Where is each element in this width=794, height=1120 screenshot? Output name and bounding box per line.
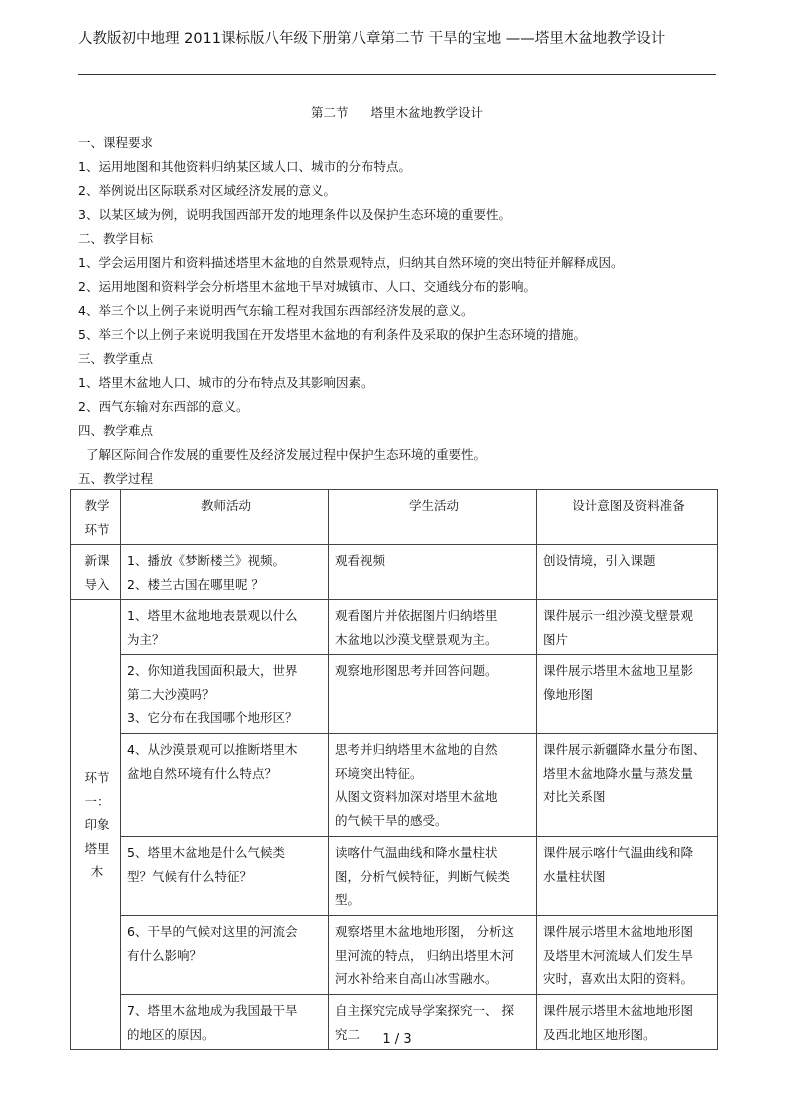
table-row [71,600,718,655]
stage-line: 新课 [84,553,110,568]
difficulty-item: 了解区际间合作发展的重要性及经济发展过程中保护生态环境的重要性。 [86,447,487,462]
cell-line: 课件展示塔里木盆地地形图 [543,1003,694,1018]
goal-item: 1、学会运用图片和资料描述塔里木盆地的自然景观特点，归纳其自然环境的突出特征并解释成因。 [78,255,624,270]
student-cell [329,916,537,995]
page-number: 1 / 3 [382,1032,412,1047]
cell-line: 观察地形图思考并回答问题。 [335,663,498,678]
table-row [71,655,718,734]
page-header: 人教版初中地理 2011课标版八年级下册第八章第二节 干旱的宝地 ——塔里木盆地教学设计 [78,31,666,47]
student-cell [329,837,537,916]
stage-line: 印象 [84,817,110,833]
design-cell [537,600,718,655]
cell-line: 课件展示新疆降水量分布图、 [543,742,706,757]
student-cell [329,600,537,655]
goal-item: 5、举三个以上例子来说明我国在开发塔里木盆地的有利条件及采取的保护生态环境的措施。 [78,327,586,342]
stage-line: 导入 [84,576,110,592]
requirement-item: 3、以某区域为例，说明我国西部开发的地理条件以及保护生态环境的重要性。 [78,207,511,222]
cell-line: 2、你知道我国面积最大，世界 [127,663,298,678]
document-title [0,103,794,121]
teacher-cell [121,600,329,655]
stage-cell-intro [71,545,121,600]
design-cell [537,655,718,734]
table-row-intro [71,545,718,600]
header-cell-teacher [121,490,329,545]
cell-line: 3、它分布在我国哪个地形区？ [127,710,298,725]
cell-line: 7、塔里木盆地成为我国最干旱 [127,1003,298,1018]
teacher-cell [121,734,329,837]
cell-line: 第二大沙漠吗？ [127,686,215,702]
key-point-item: 2、西气东输对东西部的意义。 [78,399,249,414]
cell-line: 读喀什气温曲线和降水量柱状 [335,845,498,860]
header-line: 教师活动 [200,498,251,513]
cell-line: 河水补给来自高山冰雪融水。 [335,971,498,986]
cell-line: 创设情境，引入课题 [543,553,656,568]
student-cell [329,734,537,837]
cell-line: 课件展示塔里木盆地地形图 [543,924,694,939]
heading-teaching-goals: 二、教学目标 [78,231,154,246]
stage-line: 塔里 [84,840,110,856]
cell-line: 1、播放《梦断楼兰》视频。 [127,553,285,568]
cell-line: 课件展示喀什气温曲线和降 [543,845,694,860]
cell-line: 6、干旱的气候对这里的河流会 [127,924,298,939]
title-section: 第二节 [310,105,349,120]
header-cell-student [329,490,537,545]
cell-line: 2、楼兰古国在哪里呢 ？ [127,576,264,592]
design-cell [537,916,718,995]
table-row [71,734,718,837]
header-cell-design [537,490,718,545]
cell-line: 环境突出特征。 [335,765,423,781]
cell-line: 5、塔里木盆地是什么气候类 [127,845,285,860]
cell-line: 究二 [335,1026,361,1042]
cell-line: 观看视频 [335,553,386,568]
cell-line: 型？气候有什么特征？ [127,868,253,884]
heading-course-requirements: 一、课程要求 [78,135,154,150]
cell-line: 观察塔里木盆地地形图， 分析这 [335,924,514,939]
heading-teaching-process: 五、教学过程 [78,471,154,486]
teaching-process-table [70,489,718,1050]
teacher-cell [121,837,329,916]
cell-line: 灾时，喜欢出太阳的资料。 [543,971,694,986]
cell-line: 木盆地以沙漠戈壁景观为主。 [335,631,498,647]
cell-line: 及塔里木河流域人们发生旱 [543,947,694,963]
student-cell [329,545,537,600]
cell-line: 图，分析气候特征，判断气候类 [335,868,511,884]
cell-line: 的气候干旱的感受。 [335,812,448,828]
cell-line: 观看图片并依据图片归纳塔里 [335,608,498,623]
cell-line: 盆地自然环境有什么特点？ [127,765,278,781]
cell-line: 4、从沙漠景观可以推断塔里木 [127,742,298,757]
teacher-cell [121,545,329,600]
header-line: 环节 [84,521,110,537]
cell-line: 及西北地区地形图。 [543,1026,656,1042]
stage-cell-section-one [71,600,121,1050]
teacher-cell [121,916,329,995]
heading-key-points: 三、教学重点 [78,351,154,366]
teacher-cell [121,655,329,734]
cell-line: 课件展示一组沙漠戈壁景观 [543,608,694,623]
cell-line: 图片 [543,631,569,647]
cell-line: 像地形图 [543,686,594,702]
stage-line: 木 [90,864,104,880]
table-header-row [71,490,718,545]
cell-line: 为主？ [127,631,165,647]
requirement-item: 2、举例说出区际联系对区域经济发展的意义。 [78,183,336,198]
header-line: 教学 [84,498,110,513]
header-cell-stage [71,490,121,545]
header-line: 设计意图及资料准备 [572,498,685,513]
design-cell [537,545,718,600]
cell-line: 自主探究完成导学案探究一、 探 [335,1003,514,1018]
student-cell [329,655,537,734]
cell-line: 塔里木盆地降水量与蒸发量 [543,765,694,781]
cell-line: 课件展示塔里木盆地卫星影 [543,663,694,678]
header-divider [78,74,716,75]
cell-line: 型。 [335,892,361,907]
cell-line: 1、塔里木盆地地表景观以什么 [127,608,298,623]
cell-line: 的地区的原因。 [127,1026,215,1042]
table-row [71,837,718,916]
heading-difficulties: 四、教学难点 [78,423,154,438]
design-cell [537,734,718,837]
cell-line: 思考并归纳塔里木盆地的自然 [335,742,498,757]
goal-item: 2、运用地图和资料学会分析塔里木盆地干旱对城镇市、人口、交通线分布的影响。 [78,279,536,294]
title-name: 塔里木盆地教学设计 [370,105,483,120]
goal-item: 4、举三个以上例子来说明西气东输工程对我国东西部经济发展的意义。 [78,303,474,318]
stage-line: 一： [84,793,110,809]
design-cell [537,837,718,916]
cell-line: 里河流的特点， 归纳出塔里木河 [335,947,514,963]
header-line: 学生活动 [408,498,459,513]
table-row [71,916,718,995]
requirement-item: 1、运用地图和其他资料归纳某区域人口、城市的分布特点。 [78,159,411,174]
stage-line: 环节 [84,770,110,786]
cell-line: 对比关系图 [543,789,606,804]
cell-line: 从图文资料加深对塔里木盆地 [335,789,498,804]
cell-line: 水量柱状图 [543,868,606,884]
key-point-item: 1、塔里木盆地人口、城市的分布特点及其影响因素。 [78,375,374,390]
cell-line: 有什么影响？ [127,947,203,963]
